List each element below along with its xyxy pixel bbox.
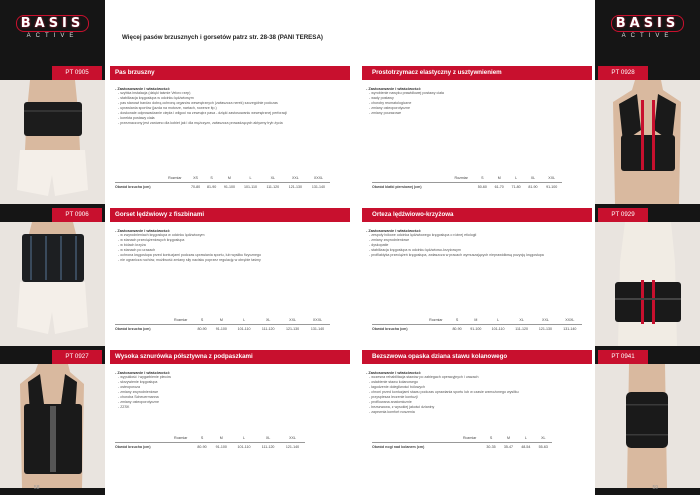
feature-item: - stabilizacja kręgosłupa w odcinku lędźwiowym [115, 96, 330, 101]
features-heading: - Zastosowanie i właściwości: [366, 86, 586, 91]
size-table: Rozmiar S M L XL XXL Obwód klatki piersiowej (cm) 50-60 61-70 71-80 81-90 91-100 [372, 174, 562, 191]
features-heading: - Zastosowanie i właściwości: [115, 228, 330, 233]
feature-item: - profilaktyka przeciążeń kręgosłupa, zwłaszcza w pracach wymuszających nieprawidłową pozycję kręgosłupa [366, 253, 586, 258]
feature-item: - w bólach krzyża [115, 243, 330, 248]
page-number: 58 [34, 485, 40, 491]
size-table: Rozmiar S M L XL XXL XXXL Obwód brzucha (cm) 80-90 91-100 101-110 111-120 121-130 131-140 [115, 316, 330, 333]
feature-item: - choroba Scheuermanna [115, 395, 330, 400]
feature-item: - przeznaczony jest zarówno dla kobiet jak i dla mężczyzn, zwłaszcza prowadzących aktywny tryb życia [115, 121, 330, 126]
features-list [366, 228, 586, 258]
feature-item: - osteoporoza [115, 385, 330, 390]
product-block [350, 350, 700, 490]
product-code: PT 0906 [52, 208, 102, 222]
product-title: Pas brzuszny [115, 69, 155, 76]
feature-item: - osłabienie stawu kolanowego [366, 380, 586, 385]
feature-item: - łagodzenie dolegliwości bólowych [366, 385, 586, 390]
size-table: Rozmiar S M L XL XXL Obwód brzucha (cm) 80-90 91-100 101-110 111-120 121-140 [115, 434, 305, 451]
product-code: PT 0905 [52, 66, 102, 80]
product-title: Wysoka sznurówka półsztywna z podpaszkami [115, 353, 253, 360]
product-title: Prostotrzymacz elastyczny z usztywnieniem [372, 69, 502, 76]
feature-item: - w stanach przeciążeniowych kręgosłupa [115, 238, 330, 243]
features-list [115, 228, 330, 263]
feature-item: - przyspiesza leczenie kontuzji [366, 395, 586, 400]
abdominal-belt-photo-icon [0, 80, 105, 204]
feature-item: - korekta postawy ciała [115, 116, 330, 121]
feature-item: - ZZSK [115, 405, 330, 410]
feature-item: - stabilizacja kręgosłupa w odcinku lędźwiowo-krzyżowym [366, 248, 586, 253]
product-code: PT 0927 [52, 350, 102, 364]
brand-sub: ACTIVE [26, 33, 79, 39]
product-photo [595, 222, 700, 346]
features-list [115, 86, 330, 126]
size-table: Rozmiar S M L XL XXL XXXL Obwód brzucha (cm) 80-90 91-100 101-110 111-120 121-130 131-140 [372, 316, 582, 333]
feature-item: - dyskopatie [366, 243, 586, 248]
product-block [350, 208, 700, 348]
knee-sleeve-photo-icon [595, 364, 700, 488]
brand-logo [595, 16, 700, 39]
feature-item: - ochrona kręgosłupa przed kontuzjami podczas uprawiania sportu, lub wysiłku fizycznego [115, 253, 330, 258]
brand-name: BASIS [16, 15, 90, 32]
feature-item: - w stanach po urazach [115, 248, 330, 253]
feature-item: - zmiany osteoporotyczne [366, 106, 586, 111]
product-block [0, 208, 350, 348]
product-photo [0, 80, 105, 204]
product-block [350, 66, 700, 206]
lumbar-corset-photo-icon [0, 222, 105, 346]
feature-item: - skrzywienie kręgosłupa [115, 380, 330, 385]
feature-item: - wczesna rehabilitacja stawów po zabiegach operacyjnych i urazach [366, 375, 586, 380]
brand-logo [0, 16, 105, 39]
feature-item: - wyrobienie nawyku prawidłowej postawy ciała [366, 91, 586, 96]
feature-item: - profilowana anatomicznie [366, 400, 586, 405]
feature-item: - nie ogranicza ruchów, możliwość zmiany siły nacisku poprzez regulację w obrębie taśmy [115, 258, 330, 263]
feature-item: - wypukłość i wygarbienie pleców [115, 375, 330, 380]
header-note: Więcej pasów brzusznych i gorsetów patrz str. 28-38 (PANI TERESA) [122, 34, 323, 41]
feature-item: - zmiany zwyrodnieniowe [366, 238, 586, 243]
features-list [115, 370, 330, 410]
features-list [366, 370, 586, 415]
feature-item: - uprawiania sportów (jazda na motorze, nartach, rowerze itp.) [115, 106, 330, 111]
posture-corrector-photo-icon [595, 80, 700, 204]
product-photo [0, 364, 105, 488]
back-brace-photo-icon [0, 364, 105, 488]
size-table: Rozmiar XS S M L XL XXL XXXL Obwód brzucha (cm) 70-80 81-90 91-100 101-110 111-120 121-130 131-140 [115, 174, 330, 191]
product-block [0, 66, 350, 206]
feature-item: - wady postawy [366, 96, 586, 101]
feature-item: - zmiany pourazowe [366, 111, 586, 116]
product-title: Bezszwowa opaska dziana stawu kolanowego [372, 353, 508, 360]
product-code: PT 0928 [598, 66, 648, 80]
brand-name: BASIS [611, 15, 685, 32]
features-heading: - Zastosowanie i właściwości: [366, 370, 586, 375]
feature-item: - zmiany osteoporotyczne [115, 400, 330, 405]
feature-item: - doskonale odprowadzanie ciepła i wilgoci na zewnątrz pasa - dzięki zastosowaniu wewnętrznej perforacji [115, 111, 330, 116]
product-photo [595, 364, 700, 488]
features-heading: - Zastosowanie i właściwości: [366, 228, 586, 233]
features-heading: - Zastosowanie i właściwości: [115, 86, 330, 91]
lumbosacral-orthosis-photo-icon [595, 222, 700, 346]
feature-item: - choroby reumatologiczne [366, 101, 586, 106]
brand-sub: ACTIVE [621, 33, 674, 39]
feature-item: - zapewnia komfort noszenia [366, 410, 586, 415]
feature-item: - zmiany zwyrodnieniowe [115, 390, 330, 395]
feature-item: - pas stanowi bardzo dobrą ochronę organów wewnętrznych (zwłaszcza nerek) szczególnie podczas [115, 101, 330, 106]
feature-item: - chroni przed kontuzjami stawu podczas uprawiania sportu lub w czasie wzmożonego wysiłku [366, 390, 586, 395]
feature-item: - zespoły bólowe odcinka lędźwiowego kręgosłupa o różnej etiologii [366, 233, 586, 238]
feature-item: - bezszwowa, z wysokiej jakości dzianiny [366, 405, 586, 410]
product-title: Gorset lędźwiowy z fiszbinami [115, 211, 205, 218]
right-page [350, 0, 700, 495]
features-heading: - Zastosowanie i właściwości: [115, 370, 330, 375]
page-number: 59 [652, 485, 658, 491]
feature-item: - szybka instalacja (dzięki taśmie Velcro rzep) [115, 91, 330, 96]
size-table: Rozmiar S M L XL Obwód nogi nad kolanem (cm) 30-35 35-47 48-54 55-63 [372, 434, 552, 451]
features-list [366, 86, 586, 116]
product-photo [0, 222, 105, 346]
product-photo [595, 80, 700, 204]
feature-item: - w zwyrodnieniach kręgosłupa w odcinku lędźwiowym [115, 233, 330, 238]
product-title: Orteza lędźwiowo-krzyżowa [372, 211, 454, 218]
product-code: PT 0929 [598, 208, 648, 222]
product-block [0, 350, 350, 490]
product-code: PT 0941 [598, 350, 648, 364]
